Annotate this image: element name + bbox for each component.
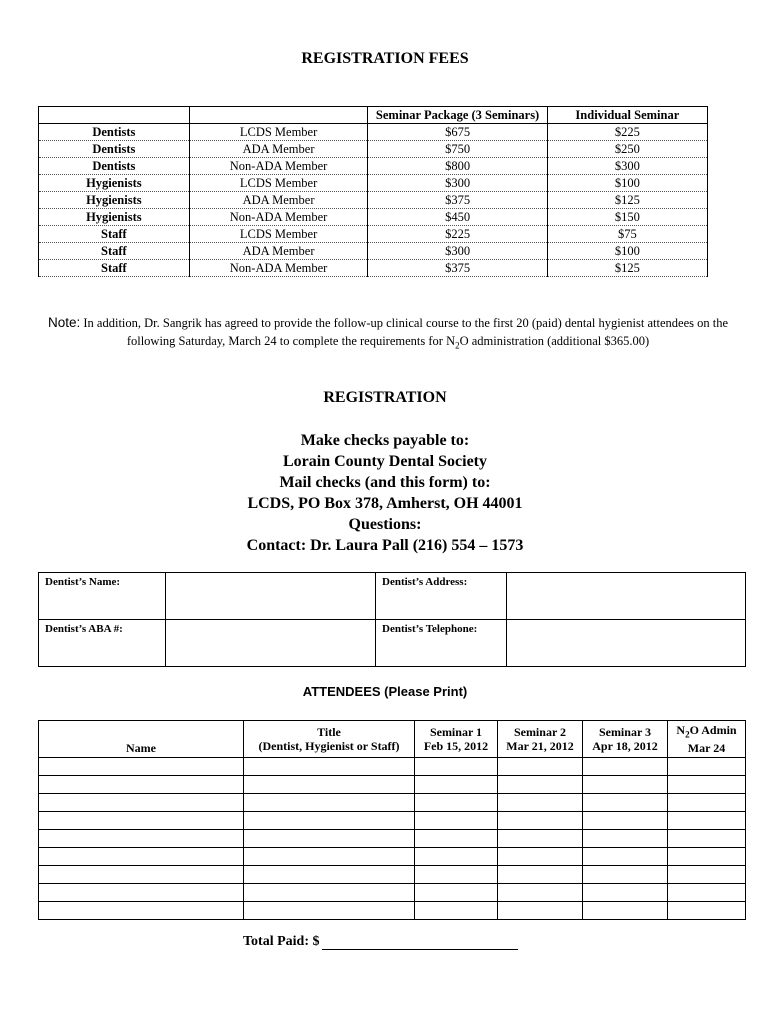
info-line-address: LCDS, PO Box 378, Amherst, OH 44001 [247, 495, 523, 512]
note-text-1: In addition, Dr. Sangrik has agreed to provide the follow-up clinical course to the first 20 (paid) dental hygienist attendees on the following Saturday, March 24 to complete the requirements for N [83, 316, 729, 348]
attendee-name-cell[interactable] [39, 866, 244, 884]
attendees-header-seminar3-line2: Apr 18, 2012 [592, 739, 658, 754]
fees-individual-price: $150 [547, 209, 707, 226]
fees-package-price: $225 [368, 226, 547, 243]
fees-individual-price: $100 [547, 243, 707, 260]
fees-individual-price: $125 [547, 260, 707, 277]
fees-individual-price: $75 [547, 226, 707, 243]
fees-package-price: $450 [368, 209, 547, 226]
fees-header-category [39, 107, 190, 124]
fees-individual-price: $100 [547, 175, 707, 192]
attendee-title-cell[interactable] [244, 866, 415, 884]
attendee-row [39, 830, 746, 848]
attendee-row [39, 866, 746, 884]
attendee-name-cell[interactable] [39, 902, 244, 920]
fees-category: Dentists [39, 124, 190, 141]
attendee-seminar1-cell[interactable] [415, 884, 498, 902]
attendee-seminar1-cell[interactable] [415, 866, 498, 884]
attendees-header-title-line2: (Dentist, Hygienist or Staff) [258, 739, 400, 754]
attendees-header-seminar3 [583, 721, 668, 758]
attendees-header-title-line1: Title [317, 725, 341, 740]
fees-category: Dentists [39, 141, 190, 158]
dentist-aba-label: Dentist’s ABA #: [39, 620, 166, 667]
attendee-seminar3-cell[interactable] [583, 902, 668, 920]
attendee-title-cell[interactable] [244, 794, 415, 812]
attendees-header-seminar2-line2: Mar 21, 2012 [506, 739, 574, 754]
fees-category: Staff [39, 260, 190, 277]
attendee-n2o-cell[interactable] [668, 830, 746, 848]
n2o-sub: 2 [685, 729, 690, 740]
attendee-seminar1-cell[interactable] [415, 812, 498, 830]
attendees-header-title [244, 721, 415, 758]
attendee-row [39, 902, 746, 920]
note-subscript: 2 [455, 340, 460, 351]
total-paid-label: Total Paid: $ [243, 934, 320, 949]
attendee-title-cell[interactable] [244, 830, 415, 848]
attendee-seminar2-cell[interactable] [498, 812, 583, 830]
attendee-title-cell[interactable] [244, 812, 415, 830]
dentist-name-field[interactable] [166, 573, 376, 620]
fees-category: Dentists [39, 158, 190, 175]
attendees-header-name-text: Name [126, 741, 156, 756]
attendee-seminar3-cell[interactable] [583, 794, 668, 812]
total-paid-field[interactable] [322, 935, 518, 950]
fees-header-individual: Individual Seminar [547, 107, 707, 124]
fees-category: Hygienists [39, 175, 190, 192]
fees-individual-price: $125 [547, 192, 707, 209]
dentist-address-field[interactable] [507, 573, 746, 620]
fees-membership: LCDS Member [189, 175, 368, 192]
n2o-admin: O Admin [689, 723, 737, 737]
attendee-name-cell[interactable] [39, 776, 244, 794]
fees-table [38, 106, 708, 277]
attendee-seminar2-cell[interactable] [498, 848, 583, 866]
attendee-name-cell[interactable] [39, 758, 244, 776]
attendee-seminar3-cell[interactable] [583, 866, 668, 884]
dentist-row-1 [39, 573, 746, 620]
attendee-title-cell[interactable] [244, 776, 415, 794]
attendees-table [38, 720, 746, 920]
attendee-name-cell[interactable] [39, 812, 244, 830]
attendee-n2o-cell[interactable] [668, 866, 746, 884]
attendee-row [39, 848, 746, 866]
fees-membership: LCDS Member [189, 124, 368, 141]
fees-category: Hygienists [39, 209, 190, 226]
attendees-header-seminar1 [415, 721, 498, 758]
attendee-n2o-cell[interactable] [668, 884, 746, 902]
attendee-n2o-cell[interactable] [668, 902, 746, 920]
attendees-header-name [39, 721, 244, 758]
fees-header-membership [189, 107, 368, 124]
attendees-header-n2o-line1 [670, 723, 743, 741]
dentist-telephone-label: Dentist’s Telephone: [376, 620, 507, 667]
attendee-n2o-cell[interactable] [668, 776, 746, 794]
fees-membership: Non-ADA Member [189, 260, 368, 277]
attendee-row [39, 758, 746, 776]
registration-title: REGISTRATION [323, 389, 447, 406]
attendees-title: ATTENDEES (Please Print) [302, 684, 468, 699]
dentist-aba-field[interactable] [166, 620, 376, 667]
attendee-n2o-cell[interactable] [668, 794, 746, 812]
fees-membership: ADA Member [189, 192, 368, 209]
attendee-seminar3-cell[interactable] [583, 758, 668, 776]
attendees-header-seminar2 [498, 721, 583, 758]
fees-individual-price: $250 [547, 141, 707, 158]
fees-package-price: $300 [368, 175, 547, 192]
total-paid [243, 934, 518, 950]
dentist-telephone-field[interactable] [507, 620, 746, 667]
fees-category: Staff [39, 243, 190, 260]
fees-row [39, 243, 708, 260]
attendee-n2o-cell[interactable] [668, 758, 746, 776]
attendee-seminar2-cell[interactable] [498, 794, 583, 812]
attendee-name-cell[interactable] [39, 848, 244, 866]
attendee-seminar2-cell[interactable] [498, 758, 583, 776]
fees-package-price: $375 [368, 192, 547, 209]
fees-package-price: $375 [368, 260, 547, 277]
attendee-seminar3-cell[interactable] [583, 884, 668, 902]
attendees-header-seminar1-line1: Seminar 1 [429, 725, 483, 740]
attendee-n2o-cell[interactable] [668, 812, 746, 830]
fees-package-price: $750 [368, 141, 547, 158]
note [38, 314, 738, 355]
attendee-row [39, 776, 746, 794]
fees-membership: Non-ADA Member [189, 209, 368, 226]
attendee-seminar3-cell[interactable] [583, 776, 668, 794]
attendee-seminar2-cell[interactable] [498, 884, 583, 902]
info-line-checks-payable: Make checks payable to: [300, 432, 470, 449]
fees-individual-price: $225 [547, 124, 707, 141]
fees-category: Hygienists [39, 192, 190, 209]
attendee-seminar1-cell[interactable] [415, 902, 498, 920]
attendee-title-cell[interactable] [244, 902, 415, 920]
fees-row [39, 175, 708, 192]
fees-membership: Non-ADA Member [189, 158, 368, 175]
fees-membership: ADA Member [189, 141, 368, 158]
attendee-seminar1-cell[interactable] [415, 830, 498, 848]
fees-membership: LCDS Member [189, 226, 368, 243]
dentist-name-label: Dentist’s Name: [39, 573, 166, 620]
attendee-seminar3-cell[interactable] [583, 812, 668, 830]
note-label: Note: [47, 315, 81, 330]
attendee-seminar3-cell[interactable] [583, 830, 668, 848]
attendee-title-cell[interactable] [244, 758, 415, 776]
fees-package-price: $300 [368, 243, 547, 260]
attendee-title-cell[interactable] [244, 848, 415, 866]
info-line-questions: Questions: [348, 516, 422, 533]
attendees-header-row [39, 721, 746, 758]
fees-header-row [39, 107, 708, 124]
attendee-title-cell[interactable] [244, 884, 415, 902]
attendee-row [39, 884, 746, 902]
dentist-address-label: Dentist’s Address: [376, 573, 507, 620]
attendee-seminar2-cell[interactable] [498, 776, 583, 794]
fees-category: Staff [39, 226, 190, 243]
n2o-n: N [676, 723, 686, 737]
attendee-seminar2-cell[interactable] [498, 902, 583, 920]
attendees-header-seminar1-line2: Feb 15, 2012 [423, 739, 489, 754]
attendee-n2o-cell[interactable] [668, 848, 746, 866]
dentist-row-2 [39, 620, 746, 667]
fees-individual-price: $300 [547, 158, 707, 175]
fees-package-price: $800 [368, 158, 547, 175]
fees-membership: ADA Member [189, 243, 368, 260]
fees-row [39, 158, 708, 175]
fees-row [39, 141, 708, 158]
attendee-name-cell[interactable] [39, 794, 244, 812]
attendees-header-seminar2-line1: Seminar 2 [513, 725, 567, 740]
info-line-mail: Mail checks (and this form) to: [279, 474, 491, 491]
fees-row [39, 226, 708, 243]
attendee-row [39, 812, 746, 830]
page-title: REGISTRATION FEES [301, 50, 469, 67]
attendees-header-seminar3-line1: Seminar 3 [598, 725, 652, 740]
attendee-seminar2-cell[interactable] [498, 866, 583, 884]
payment-info [0, 430, 770, 556]
attendee-name-cell[interactable] [39, 830, 244, 848]
fees-package-price: $675 [368, 124, 547, 141]
attendees-header-n2o [668, 721, 746, 758]
attendee-seminar1-cell[interactable] [415, 758, 498, 776]
attendee-name-cell[interactable] [39, 884, 244, 902]
fees-row [39, 124, 708, 141]
attendees-header-n2o-line2: Mar 24 [687, 741, 726, 756]
attendee-seminar2-cell[interactable] [498, 830, 583, 848]
attendee-seminar1-cell[interactable] [415, 794, 498, 812]
dentist-info-table [38, 572, 746, 667]
attendee-seminar1-cell[interactable] [415, 848, 498, 866]
attendee-seminar1-cell[interactable] [415, 776, 498, 794]
fees-row [39, 260, 708, 277]
attendee-seminar3-cell[interactable] [583, 848, 668, 866]
note-text-2: O administration (additional $365.00) [459, 334, 650, 348]
info-line-contact: Contact: Dr. Laura Pall (216) 554 – 1573 [246, 537, 524, 554]
fees-row [39, 209, 708, 226]
info-line-society: Lorain County Dental Society [283, 453, 487, 470]
attendee-row [39, 794, 746, 812]
fees-header-package: Seminar Package (3 Seminars) [368, 107, 547, 124]
fees-row [39, 192, 708, 209]
